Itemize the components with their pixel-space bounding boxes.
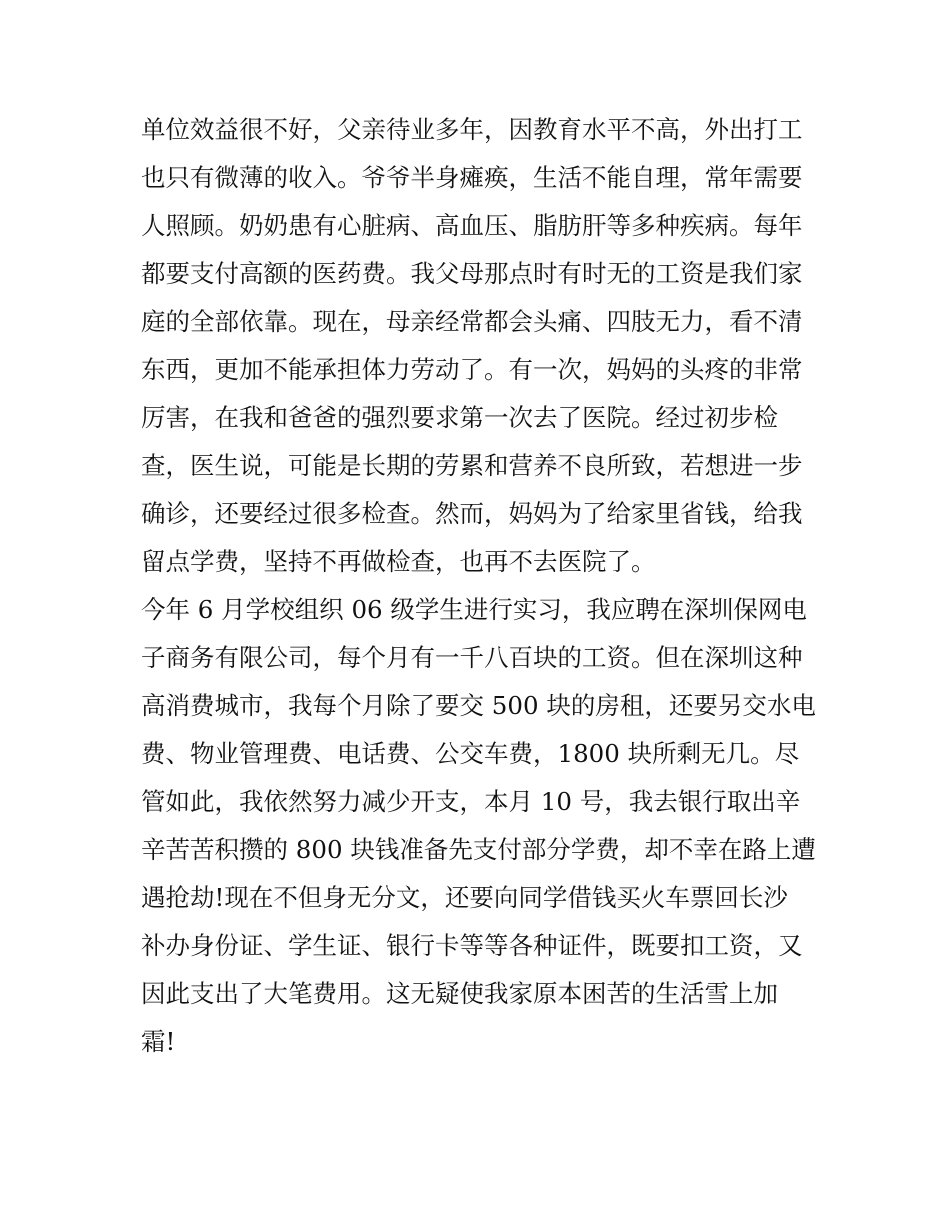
text-line-9: 确诊，还要经过很多检查。然而，妈妈为了给家里省钱，给我 xyxy=(141,499,803,528)
text-line-19: 因此支出了大笔费用。这无疑使我家原本困苦的生活雪上加 xyxy=(141,979,778,1008)
text-line-14: 费、物业管理费、电话费、公交车费，1800 块所剩无几。尽 xyxy=(141,739,800,768)
text-line-3: 人照顾。奶奶患有心脏病、高血压、脂肪肝等多种疾病。每年 xyxy=(141,211,803,240)
text-line-13: 高消费城市，我每个月除了要交 500 块的房租，还要另交水电 xyxy=(141,691,816,720)
text-line-4: 都要支付高额的医药费。我父母那点时有时无的工资是我们家 xyxy=(141,259,803,288)
text-line-5: 庭的全部依靠。现在，母亲经常都会头痛、四肢无力，看不清 xyxy=(141,307,803,336)
text-line-20: 霜! xyxy=(141,1027,176,1056)
body-text xyxy=(141,106,821,1066)
text-line-18: 补办身份证、学生证、银行卡等等各种证件，既要扣工资，又 xyxy=(141,931,803,960)
text-line-15: 管如此，我依然努力减少开支，本月 10 号，我去银行取出辛 xyxy=(141,787,801,816)
text-line-1: 单位效益很不好，父亲待业多年，因教育水平不高，外出打工 xyxy=(141,115,803,144)
text-line-6: 东西，更加不能承担体力劳动了。有一次，妈妈的头疼的非常 xyxy=(141,355,803,384)
text-line-17: 遇抢劫!现在不但身无分文，还要向同学借钱买火车票回长沙 xyxy=(141,883,788,912)
text-line-11: 今年 6 月学校组织 06 级学生进行实习，我应聘在深圳保网电 xyxy=(141,595,807,624)
text-line-8: 查，医生说，可能是长期的劳累和营养不良所致，若想进一步 xyxy=(141,451,803,480)
text-line-10: 留点学费，坚持不再做检查，也再不去医院了。 xyxy=(141,547,656,576)
text-line-16: 辛苦苦积攒的 800 块钱准备先支付部分学费，却不幸在路上遭 xyxy=(141,835,816,864)
text-line-7: 厉害，在我和爸爸的强烈要求第一次去了医院。经过初步检 xyxy=(141,403,778,432)
text-line-12: 子商务有限公司，每个月有一千八百块的工资。但在深圳这种 xyxy=(141,643,803,672)
text-line-2: 也只有微薄的收入。爷爷半身瘫痪，生活不能自理，常年需要 xyxy=(141,163,803,192)
